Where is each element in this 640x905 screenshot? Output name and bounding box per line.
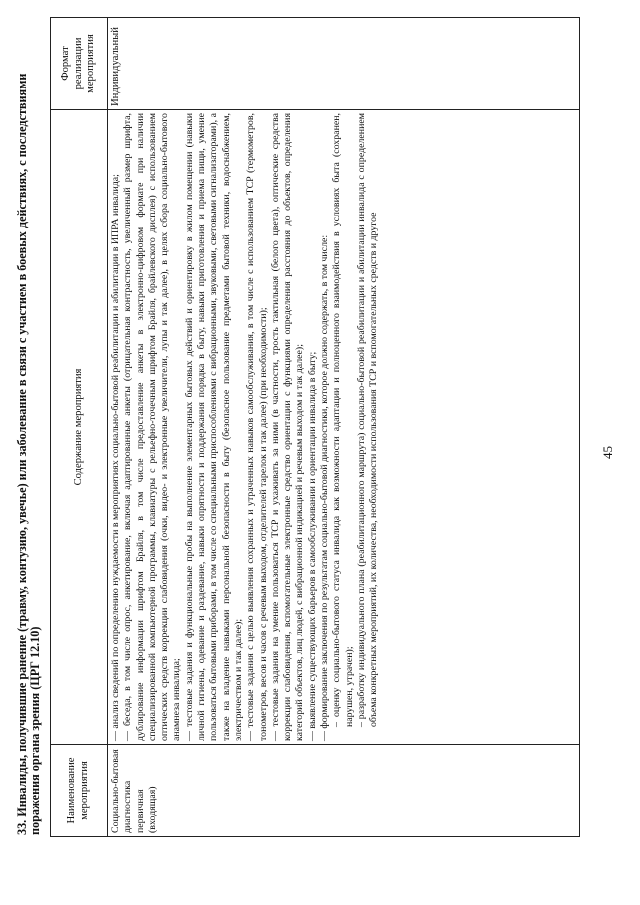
- content-paragraph: — анализ сведений по определению нуждаемости в мероприятиях социально-бытовой реабилитации и абилитации в ИПРА инвалида;: [110, 174, 121, 741]
- section-heading: 33. Инвалиды, получившие ранение (травму, контузию, увечье) или заболевание в связи с участием в боевых действиях, с последствиями поражения органа зрения (ЦРГ 12.10): [15, 73, 42, 835]
- content-paragraph: — выявление существующих барьеров в самообслуживании и ориентации инвалида в быту;: [306, 351, 318, 741]
- activity-name-cell: [108, 745, 580, 837]
- header-activity-name: Наименование мероприятия: [51, 745, 108, 837]
- content-sub-item: – разработку индивидуального плана (реабилитационного маршрута) социально-бытовой реабилитации и абилитации инвалида с определением объема конкретных мероприятий, их количества, необходимости использования ТСР и вспомогательных средств и другое: [355, 113, 380, 727]
- activity-name-line: диагностика: [122, 780, 134, 833]
- activity-name-line: первичная: [134, 789, 146, 833]
- content-paragraph: — тестовые задания с целью выявления сохранных и утраченных навыков самообслуживания, в том числе с использованием ТСР (термометров, тонометров, весов и часов с речевым выходом, отделителей тарелок и так далее) (при необходимости);: [245, 113, 269, 741]
- content-paragraph: — тестовые задания на умение пользоваться ТСР и ухаживать за ними (в частности, трость тактильная (белого цвета), оптические средства коррекции слабовидения, вспомогательные электронные средство ориентации с функциями определения расстояния до объектов, определения категорий объектов, лиц людей, с вибрационной индикацией и речевым выходом и так далее);: [269, 113, 306, 741]
- content-paragraph: — тестовые задания и функциональные пробы на выполнение элементарных бытовых действий и ориентировку в жилом помещении (навыки личной гигиены, одевание и раздевание, навыки опрятности и поддержания порядка в быту, навыки приготовления и приема пищи, умение пользоваться бытовыми приборами, в том числе со специальными приспособлениями с вибрационными, звуковыми, световыми сигнализаторами), а также на владение навыками персональной безопасности в быту (безопасное пользование предметами бытовой техники, водоснабжением, электричеством и так далее);: [183, 113, 244, 741]
- activity-content-cell: [108, 110, 580, 745]
- header-activity-content: Содержание мероприятия: [51, 110, 108, 745]
- activity-name-line: (входящая): [146, 786, 158, 833]
- activity-name-line: Социально-бытовая: [110, 749, 121, 833]
- header-implementation-format: Формат реализации мероприятия: [51, 18, 108, 110]
- implementation-format-cell: Индивидуальный: [108, 18, 580, 110]
- activities-table: [50, 17, 580, 837]
- table-row: [108, 18, 580, 837]
- content-paragraph: — беседа, в том числе опрос, анкетирование, включая адаптированные анкеты (отрицательная контрастность, увеличенный размер шрифта, дублирование информации шрифтом Брайля, в том числе предоставление анкеты в электронно-цифровом формате при наличии специализированной компьютерной программы, клавиатуры с рельефно-точечным шрифтом Брайля, брайлевского дисплея) с использованием оптических средств коррекции слабовидения (очки, видео- и электронные увеличители, лупы и так далее), в целях сбора социально-бытового анамнеза инвалида;: [122, 113, 183, 741]
- table-header-row: [51, 18, 108, 837]
- content-sub-item: – оценку социально-бытового статуса инвалида как возможности адаптации и полноценного взаимодействия в условиях быта (сохранен, нарушен, утрачен);: [331, 113, 355, 727]
- content-paragraph: — формирование заключения по результатам социально-бытовой диагностики, которое должно содержать, в том числе:: [319, 234, 331, 741]
- page-number: 45: [600, 446, 615, 459]
